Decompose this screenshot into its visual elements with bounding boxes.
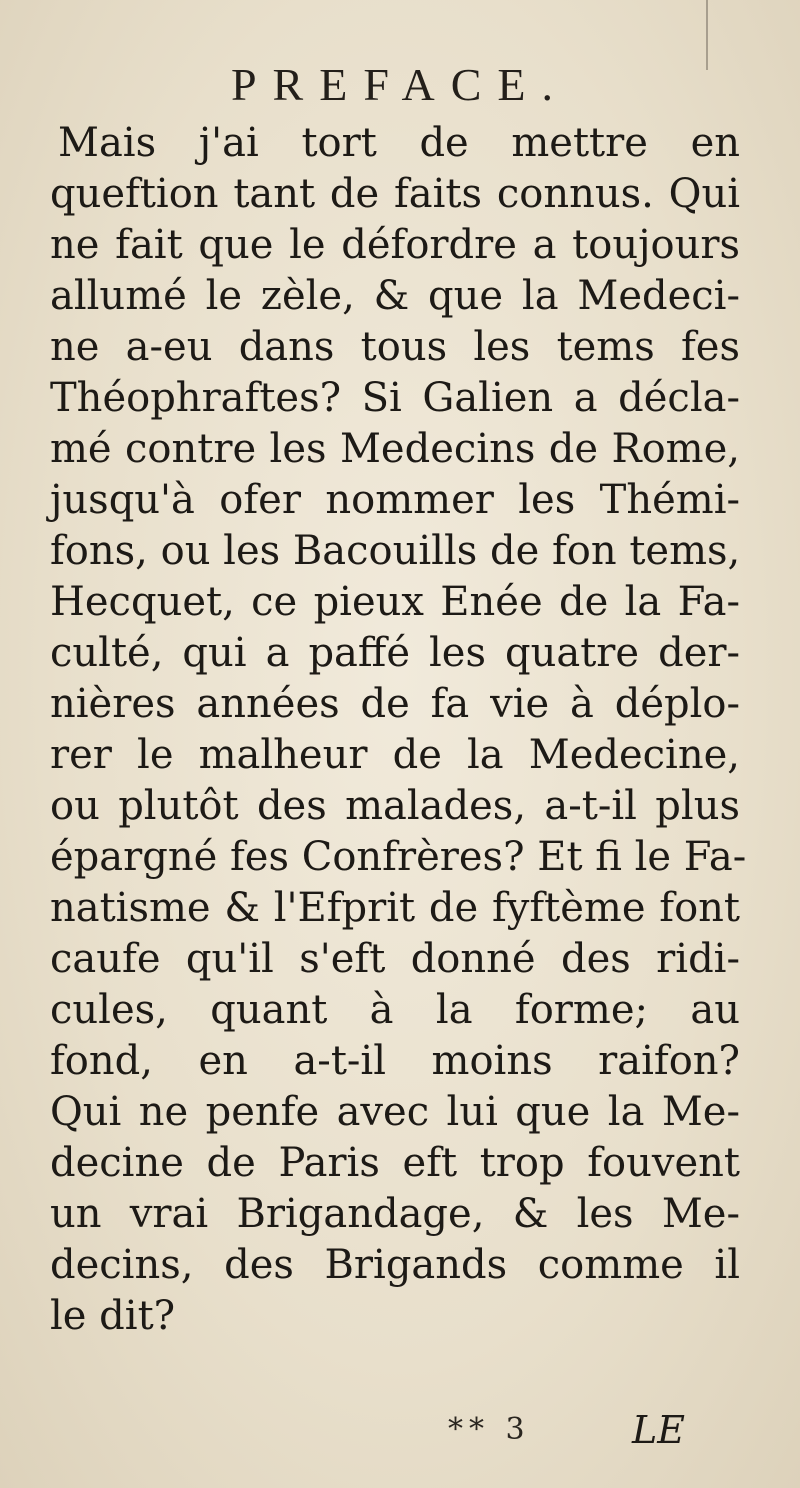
body-text bbox=[50, 118, 747, 1342]
text-line: Qui ne penfe avec lui que la Me- bbox=[50, 1089, 740, 1135]
text-line: épargné fes Confrères? Et fi le Fa- bbox=[50, 834, 747, 880]
text-line: decins, des Brigands comme il bbox=[50, 1242, 740, 1288]
text-line: mé contre les Medecins de Rome, bbox=[50, 426, 740, 472]
text-line: natisme & l'Efprit de fyftème font bbox=[50, 885, 740, 931]
text-line: decine de Paris eft trop fouvent bbox=[50, 1140, 740, 1186]
text-line: fons, ou les Bacouills de fon tems, bbox=[50, 528, 741, 574]
text-line: nières années de fa vie à déplo- bbox=[50, 681, 740, 727]
text-line: ou plutôt des malades, a-t-il plus bbox=[50, 783, 740, 829]
text-line: ne a-eu dans tous les tems fes bbox=[50, 324, 740, 370]
text-line: le dit? bbox=[50, 1293, 176, 1339]
text-line: Théophraftes? Si Galien a décla- bbox=[50, 375, 740, 421]
page-header: PREFACE. bbox=[230, 59, 570, 110]
signature-mark: ** 3 bbox=[448, 1412, 531, 1447]
page-edge-mark bbox=[706, 0, 708, 70]
text-line: cules, quant à la forme; au bbox=[50, 987, 740, 1033]
text-line: ne fait que le défordre a toujours bbox=[50, 222, 740, 268]
catchword: LE bbox=[632, 1408, 685, 1452]
text-line: un vrai Brigandage, & les Me- bbox=[50, 1191, 740, 1237]
text-line: allumé le zèle, & que la Medeci- bbox=[50, 273, 740, 319]
text-line: queftion tant de faits connus. Qui bbox=[50, 171, 740, 217]
text-line: culté, qui a paffé les quatre der- bbox=[50, 630, 740, 676]
text-line: caufe qu'il s'eft donné des ridi- bbox=[50, 936, 740, 982]
text-line: Hecquet, ce pieux Enée de la Fa- bbox=[50, 579, 740, 625]
text-line: Mais j'ai tort de mettre en bbox=[58, 120, 740, 166]
text-line: jusqu'à ofer nommer les Thémi- bbox=[50, 477, 740, 523]
page-footer bbox=[0, 1400, 800, 1460]
text-line: rer le malheur de la Medecine, bbox=[50, 732, 740, 778]
text-line: fond, en a-t-il moins raifon? bbox=[50, 1038, 740, 1084]
